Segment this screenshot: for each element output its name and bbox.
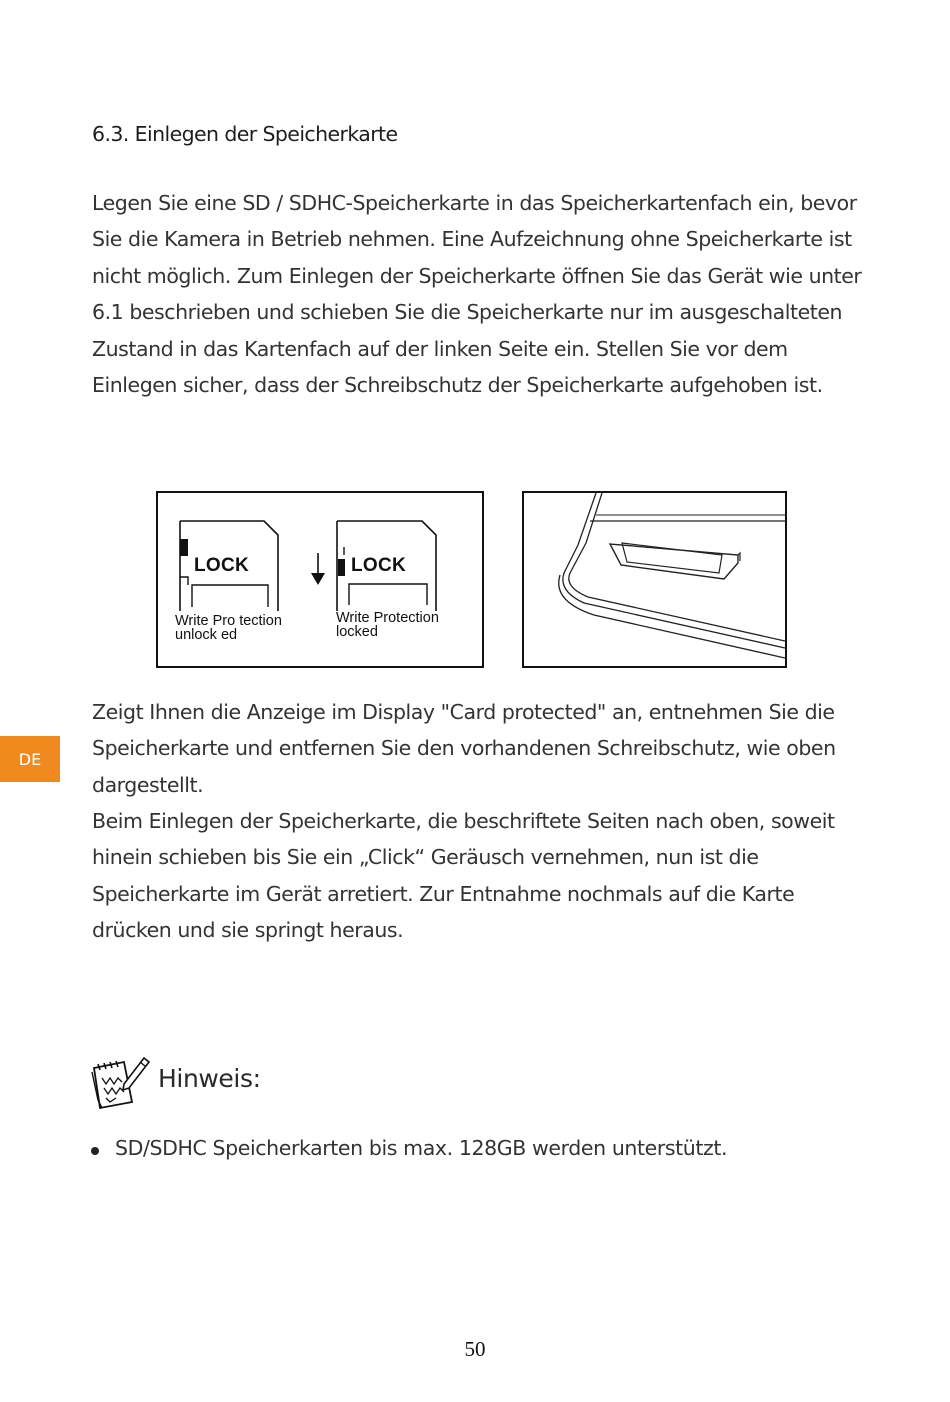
inserted-card bbox=[622, 543, 722, 573]
lock-switch-unlocked bbox=[180, 539, 188, 556]
caption-unlocked: Write Pro tection unlock ed bbox=[175, 613, 282, 643]
notepad-pencil-icon bbox=[88, 1054, 152, 1112]
card-slot-illustration bbox=[524, 493, 785, 666]
intro-paragraph: Legen Sie eine SD / SDHC-Speicherkarte in das Speicherkartenfach ein, bevor Sie die Kamera in Betrieb nehmen. Eine Aufzeichnung ohne Speicherkarte ist nicht möglich. Zum Einlegen der Speicherkarte öffnen Sie das Gerät wie unter 6.1 beschrieben und schieben Sie die Speicherkarte nur im ausgeschalteten Zustand in das Kartenfach auf der linken Seite ein. Stellen Sie vor dem Einlegen sicher, dass der Schreibschutz der Speicherkarte aufgehoben ist. bbox=[92, 191, 862, 398]
note-title: Hinweis: bbox=[158, 1064, 261, 1093]
page-number: 50 bbox=[464, 1337, 486, 1361]
card-protected-paragraph: Zeigt Ihnen die Anzeige im Display "Card protected" an, entnehmen Sie die Speicherkarte und entfernen Sie den vorhandenen Schreibschutz, wie oben dargestellt. bbox=[92, 700, 836, 797]
card-slot-figure bbox=[522, 491, 787, 668]
caption-locked: Write Protection locked bbox=[336, 610, 439, 640]
sd-card-lock-figure bbox=[156, 491, 484, 668]
insertion-paragraph: Beim Einlegen der Speicherkarte, die beschriftete Seiten nach oben, soweit hinein schieben bis Sie ein „Click“ Geräusch vernehmen, nun ist die Speicherkarte im Gerät arretiert. Zur Entnahme nochmals auf die Karte drücken und sie springt heraus. bbox=[92, 809, 835, 943]
section-heading: 6.3. Einlegen der Speicherkarte bbox=[92, 122, 398, 146]
lock-switch-locked bbox=[338, 559, 345, 576]
lock-label-unlocked: LOCK bbox=[194, 555, 250, 576]
note-list bbox=[88, 1136, 727, 1160]
list-item: SD/SDHC Speicherkarten bis max. 128GB werden unterstützt. bbox=[88, 1136, 727, 1160]
language-tab: DE bbox=[0, 736, 60, 782]
lock-label-locked: LOCK bbox=[351, 555, 407, 576]
